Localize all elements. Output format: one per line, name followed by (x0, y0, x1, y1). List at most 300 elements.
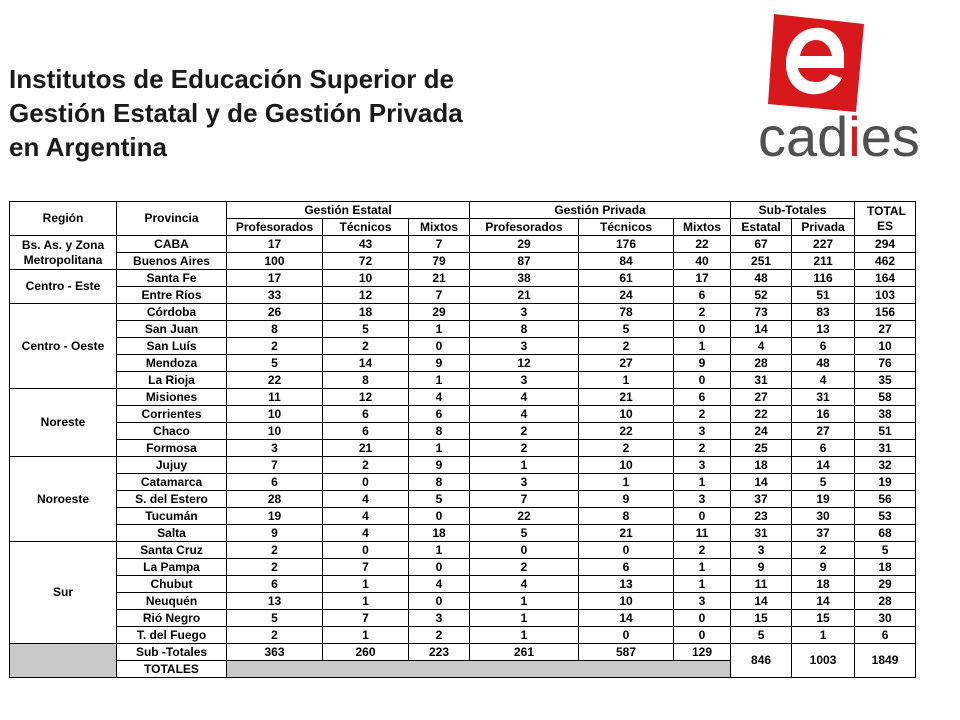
total-cell: 10 (855, 338, 916, 355)
total-cell: 294 (855, 236, 916, 253)
privada-profesorados-cell: 2 (470, 423, 579, 440)
subtotal-estatal-mixtos: 223 (409, 644, 470, 661)
table-row (10, 423, 916, 440)
estatal-tecnicos-cell: 1 (323, 627, 409, 644)
total-cell: 38 (855, 406, 916, 423)
privada-tecnicos-cell: 14 (579, 610, 674, 627)
estatal-mixtos-cell: 1 (409, 321, 470, 338)
estatal-mixtos-cell: 18 (409, 525, 470, 542)
header-privada-profesorados: Profesorados (470, 219, 579, 236)
subtotal-estatal-profesorados: 363 (227, 644, 323, 661)
province-cell: San Luís (117, 338, 227, 355)
sub-privada-cell: 19 (792, 491, 855, 508)
privada-tecnicos-cell: 10 (579, 593, 674, 610)
region-cell: Centro - Oeste (10, 304, 117, 389)
estatal-tecnicos-cell: 7 (323, 610, 409, 627)
sub-estatal-cell: 27 (731, 389, 792, 406)
estatal-mixtos-cell: 5 (409, 491, 470, 508)
sub-estatal-cell: 14 (731, 593, 792, 610)
total-cell: 51 (855, 423, 916, 440)
privada-mixtos-cell: 2 (674, 440, 731, 457)
estatal-mixtos-cell: 29 (409, 304, 470, 321)
table-row (10, 321, 916, 338)
estatal-tecnicos-cell: 5 (323, 321, 409, 338)
title-line-2: Gestión Estatal y de Gestión Privada (9, 98, 463, 128)
sub-privada-cell: 13 (792, 321, 855, 338)
privada-mixtos-cell: 3 (674, 593, 731, 610)
logo-image (756, 14, 956, 174)
privada-mixtos-cell: 0 (674, 372, 731, 389)
privada-tecnicos-cell: 22 (579, 423, 674, 440)
estatal-mixtos-cell: 8 (409, 423, 470, 440)
privada-profesorados-cell: 87 (470, 253, 579, 270)
estatal-mixtos-cell: 7 (409, 236, 470, 253)
privada-tecnicos-cell: 0 (579, 627, 674, 644)
privada-tecnicos-cell: 176 (579, 236, 674, 253)
totals-label: TOTALES (117, 661, 227, 678)
province-cell: Córdoba (117, 304, 227, 321)
table-row (10, 474, 916, 491)
sub-estatal-cell: 14 (731, 474, 792, 491)
header-estatal-profesorados: Profesorados (227, 219, 323, 236)
total-cell: 5 (855, 542, 916, 559)
estatal-profesorados-cell: 6 (227, 474, 323, 491)
privada-tecnicos-cell: 2 (579, 440, 674, 457)
logo-text: cadies (758, 105, 920, 168)
sub-estatal-cell: 31 (731, 372, 792, 389)
subtotals-row (10, 644, 916, 661)
province-cell: Chaco (117, 423, 227, 440)
estatal-tecnicos-cell: 6 (323, 423, 409, 440)
header-privada-tecnicos: Técnicos (579, 219, 674, 236)
estatal-tecnicos-cell: 43 (323, 236, 409, 253)
region-cell: Sur (10, 542, 117, 644)
table-row (10, 610, 916, 627)
total-cell: 58 (855, 389, 916, 406)
estatal-tecnicos-cell: 2 (323, 338, 409, 355)
header-province: Provincia (117, 202, 227, 236)
subtotal-privada-total: 1003 (792, 644, 855, 678)
sub-privada-cell: 14 (792, 593, 855, 610)
province-cell: Tucumán (117, 508, 227, 525)
estatal-profesorados-cell: 9 (227, 525, 323, 542)
province-cell: San Juan (117, 321, 227, 338)
sub-privada-cell: 16 (792, 406, 855, 423)
sub-estatal-cell: 4 (731, 338, 792, 355)
cadies-logo (756, 14, 956, 174)
estatal-tecnicos-cell: 8 (323, 372, 409, 389)
header-gestion-estatal: Gestión Estatal (227, 202, 470, 219)
total-cell: 164 (855, 270, 916, 287)
estatal-profesorados-cell: 2 (227, 559, 323, 576)
province-cell: La Rioja (117, 372, 227, 389)
region-cell: Noroeste (10, 457, 117, 542)
table-body (10, 236, 916, 644)
estatal-profesorados-cell: 6 (227, 576, 323, 593)
sub-estatal-cell: 251 (731, 253, 792, 270)
privada-tecnicos-cell: 6 (579, 559, 674, 576)
total-cell: 462 (855, 253, 916, 270)
sub-privada-cell: 4 (792, 372, 855, 389)
privada-mixtos-cell: 2 (674, 406, 731, 423)
privada-mixtos-cell: 0 (674, 508, 731, 525)
header-total: TOTAL ES (855, 202, 916, 236)
estatal-tecnicos-cell: 2 (323, 457, 409, 474)
estatal-mixtos-cell: 9 (409, 457, 470, 474)
table-row (10, 542, 916, 559)
privada-tecnicos-cell: 61 (579, 270, 674, 287)
sub-privada-cell: 18 (792, 576, 855, 593)
sub-privada-cell: 5 (792, 474, 855, 491)
privada-mixtos-cell: 0 (674, 610, 731, 627)
totals-gray-cell (10, 661, 117, 678)
privada-tecnicos-cell: 0 (579, 542, 674, 559)
page-title (9, 62, 609, 164)
institutes-table (9, 201, 916, 678)
sub-estatal-cell: 11 (731, 576, 792, 593)
estatal-mixtos-cell: 0 (409, 508, 470, 525)
table-row (10, 525, 916, 542)
table-row (10, 253, 916, 270)
province-cell: Corrientes (117, 406, 227, 423)
estatal-mixtos-cell: 8 (409, 474, 470, 491)
privada-tecnicos-cell: 78 (579, 304, 674, 321)
sub-estatal-cell: 3 (731, 542, 792, 559)
estatal-tecnicos-cell: 0 (323, 474, 409, 491)
estatal-profesorados-cell: 7 (227, 457, 323, 474)
sub-estatal-cell: 9 (731, 559, 792, 576)
privada-profesorados-cell: 1 (470, 593, 579, 610)
province-cell: La Pampa (117, 559, 227, 576)
privada-profesorados-cell: 0 (470, 542, 579, 559)
estatal-mixtos-cell: 1 (409, 542, 470, 559)
estatal-mixtos-cell: 79 (409, 253, 470, 270)
province-cell: Misiones (117, 389, 227, 406)
estatal-tecnicos-cell: 4 (323, 508, 409, 525)
table-row (10, 389, 916, 406)
privada-mixtos-cell: 6 (674, 389, 731, 406)
privada-mixtos-cell: 40 (674, 253, 731, 270)
privada-tecnicos-cell: 1 (579, 372, 674, 389)
header-subtotales: Sub-Totales (731, 202, 855, 219)
sub-estatal-cell: 22 (731, 406, 792, 423)
privada-profesorados-cell: 1 (470, 627, 579, 644)
table-row (10, 627, 916, 644)
estatal-mixtos-cell: 4 (409, 389, 470, 406)
sub-privada-cell: 51 (792, 287, 855, 304)
estatal-mixtos-cell: 1 (409, 440, 470, 457)
header-gestion-privada: Gestión Privada (470, 202, 731, 219)
table-row (10, 287, 916, 304)
privada-tecnicos-cell: 2 (579, 338, 674, 355)
estatal-tecnicos-cell: 1 (323, 593, 409, 610)
estatal-tecnicos-cell: 1 (323, 576, 409, 593)
privada-profesorados-cell: 4 (470, 576, 579, 593)
sub-estatal-cell: 28 (731, 355, 792, 372)
privada-profesorados-cell: 1 (470, 457, 579, 474)
privada-mixtos-cell: 0 (674, 627, 731, 644)
province-cell: Catamarca (117, 474, 227, 491)
table-row (10, 236, 916, 253)
estatal-profesorados-cell: 3 (227, 440, 323, 457)
estatal-profesorados-cell: 10 (227, 406, 323, 423)
header-sub-estatal: Estatal (731, 219, 792, 236)
sub-privada-cell: 37 (792, 525, 855, 542)
table-row (10, 270, 916, 287)
estatal-profesorados-cell: 5 (227, 355, 323, 372)
province-cell: Buenos Aires (117, 253, 227, 270)
sub-privada-cell: 27 (792, 423, 855, 440)
region-cell: Centro - Este (10, 270, 117, 304)
privada-profesorados-cell: 1 (470, 610, 579, 627)
privada-profesorados-cell: 5 (470, 525, 579, 542)
total-cell: 30 (855, 610, 916, 627)
estatal-profesorados-cell: 100 (227, 253, 323, 270)
privada-profesorados-cell: 3 (470, 338, 579, 355)
total-cell: 18 (855, 559, 916, 576)
estatal-profesorados-cell: 19 (227, 508, 323, 525)
sub-privada-cell: 2 (792, 542, 855, 559)
total-cell: 156 (855, 304, 916, 321)
estatal-mixtos-cell: 6 (409, 406, 470, 423)
total-cell: 31 (855, 440, 916, 457)
estatal-profesorados-cell: 2 (227, 627, 323, 644)
title-line-1: Institutos de Educación Superior de (9, 64, 454, 94)
privada-tecnicos-cell: 1 (579, 474, 674, 491)
sub-privada-cell: 6 (792, 338, 855, 355)
estatal-tecnicos-cell: 0 (323, 542, 409, 559)
sub-estatal-cell: 73 (731, 304, 792, 321)
estatal-tecnicos-cell: 12 (323, 389, 409, 406)
estatal-profesorados-cell: 13 (227, 593, 323, 610)
province-cell: Rió Negro (117, 610, 227, 627)
estatal-profesorados-cell: 8 (227, 321, 323, 338)
sub-estatal-cell: 31 (731, 525, 792, 542)
header-estatal-mixtos: Mixtos (409, 219, 470, 236)
province-cell: Neuquén (117, 593, 227, 610)
estatal-profesorados-cell: 2 (227, 542, 323, 559)
privada-tecnicos-cell: 24 (579, 287, 674, 304)
estatal-tecnicos-cell: 6 (323, 406, 409, 423)
estatal-profesorados-cell: 10 (227, 423, 323, 440)
region-cell: Bs. As. y Zona Metropolitana (10, 236, 117, 270)
estatal-tecnicos-cell: 72 (323, 253, 409, 270)
privada-mixtos-cell: 1 (674, 474, 731, 491)
sub-estatal-cell: 18 (731, 457, 792, 474)
header-privada-mixtos: Mixtos (674, 219, 731, 236)
total-cell: 6 (855, 627, 916, 644)
table-row (10, 338, 916, 355)
estatal-tecnicos-cell: 14 (323, 355, 409, 372)
sub-privada-cell: 211 (792, 253, 855, 270)
sub-privada-cell: 6 (792, 440, 855, 457)
table-row (10, 406, 916, 423)
total-cell: 29 (855, 576, 916, 593)
total-cell: 68 (855, 525, 916, 542)
sub-estatal-cell: 24 (731, 423, 792, 440)
sub-estatal-cell: 67 (731, 236, 792, 253)
estatal-profesorados-cell: 17 (227, 236, 323, 253)
estatal-tecnicos-cell: 4 (323, 491, 409, 508)
privada-tecnicos-cell: 5 (579, 321, 674, 338)
total-cell: 27 (855, 321, 916, 338)
province-cell: Formosa (117, 440, 227, 457)
estatal-mixtos-cell: 0 (409, 338, 470, 355)
estatal-tecnicos-cell: 4 (323, 525, 409, 542)
privada-mixtos-cell: 3 (674, 457, 731, 474)
privada-tecnicos-cell: 84 (579, 253, 674, 270)
estatal-mixtos-cell: 21 (409, 270, 470, 287)
privada-profesorados-cell: 3 (470, 304, 579, 321)
estatal-tecnicos-cell: 18 (323, 304, 409, 321)
estatal-tecnicos-cell: 21 (323, 440, 409, 457)
privada-mixtos-cell: 11 (674, 525, 731, 542)
sub-estatal-cell: 37 (731, 491, 792, 508)
title-line-3: en Argentina (9, 132, 167, 162)
estatal-mixtos-cell: 0 (409, 593, 470, 610)
sub-estatal-cell: 23 (731, 508, 792, 525)
region-cell: Noreste (10, 389, 117, 457)
sub-privada-cell: 9 (792, 559, 855, 576)
grand-total: 1849 (855, 644, 916, 678)
table-row (10, 576, 916, 593)
privada-profesorados-cell: 4 (470, 406, 579, 423)
header-region: Región (10, 202, 117, 236)
privada-profesorados-cell: 2 (470, 440, 579, 457)
table-row (10, 491, 916, 508)
estatal-mixtos-cell: 0 (409, 559, 470, 576)
table-row (10, 508, 916, 525)
privada-tecnicos-cell: 13 (579, 576, 674, 593)
sub-estatal-cell: 52 (731, 287, 792, 304)
estatal-profesorados-cell: 28 (227, 491, 323, 508)
total-cell: 56 (855, 491, 916, 508)
privada-mixtos-cell: 1 (674, 576, 731, 593)
sub-privada-cell: 14 (792, 457, 855, 474)
province-cell: S. del Estero (117, 491, 227, 508)
privada-mixtos-cell: 0 (674, 321, 731, 338)
privada-profesorados-cell: 7 (470, 491, 579, 508)
estatal-tecnicos-cell: 12 (323, 287, 409, 304)
sub-privada-cell: 116 (792, 270, 855, 287)
estatal-mixtos-cell: 2 (409, 627, 470, 644)
privada-profesorados-cell: 3 (470, 372, 579, 389)
subtotals-gray-cell (10, 644, 117, 661)
total-cell: 19 (855, 474, 916, 491)
privada-mixtos-cell: 3 (674, 423, 731, 440)
privada-profesorados-cell: 4 (470, 389, 579, 406)
subtotal-privada-mixtos: 129 (674, 644, 731, 661)
estatal-tecnicos-cell: 10 (323, 270, 409, 287)
total-cell: 53 (855, 508, 916, 525)
privada-mixtos-cell: 17 (674, 270, 731, 287)
privada-profesorados-cell: 8 (470, 321, 579, 338)
subtotal-privada-tecnicos: 587 (579, 644, 674, 661)
estatal-mixtos-cell: 4 (409, 576, 470, 593)
privada-tecnicos-cell: 21 (579, 389, 674, 406)
estatal-tecnicos-cell: 7 (323, 559, 409, 576)
estatal-profesorados-cell: 22 (227, 372, 323, 389)
privada-profesorados-cell: 2 (470, 559, 579, 576)
total-cell: 35 (855, 372, 916, 389)
sub-privada-cell: 31 (792, 389, 855, 406)
privada-profesorados-cell: 3 (470, 474, 579, 491)
sub-privada-cell: 227 (792, 236, 855, 253)
privada-tecnicos-cell: 9 (579, 491, 674, 508)
estatal-profesorados-cell: 5 (227, 610, 323, 627)
province-cell: Salta (117, 525, 227, 542)
province-cell: Entre Ríos (117, 287, 227, 304)
total-cell: 103 (855, 287, 916, 304)
estatal-mixtos-cell: 9 (409, 355, 470, 372)
province-cell: Chubut (117, 576, 227, 593)
privada-tecnicos-cell: 27 (579, 355, 674, 372)
privada-profesorados-cell: 22 (470, 508, 579, 525)
estatal-profesorados-cell: 26 (227, 304, 323, 321)
table-row (10, 440, 916, 457)
privada-tecnicos-cell: 8 (579, 508, 674, 525)
province-cell: Santa Fe (117, 270, 227, 287)
province-cell: Mendoza (117, 355, 227, 372)
estatal-profesorados-cell: 17 (227, 270, 323, 287)
subtotal-privada-profesorados: 261 (470, 644, 579, 661)
privada-tecnicos-cell: 10 (579, 457, 674, 474)
table-row (10, 593, 916, 610)
privada-profesorados-cell: 38 (470, 270, 579, 287)
subtotal-estatal-total: 846 (731, 644, 792, 678)
table-row (10, 559, 916, 576)
privada-mixtos-cell: 2 (674, 304, 731, 321)
header-estatal-tecnicos: Técnicos (323, 219, 409, 236)
privada-profesorados-cell: 21 (470, 287, 579, 304)
sub-privada-cell: 15 (792, 610, 855, 627)
sub-estatal-cell: 25 (731, 440, 792, 457)
estatal-mixtos-cell: 1 (409, 372, 470, 389)
privada-profesorados-cell: 29 (470, 236, 579, 253)
total-cell: 28 (855, 593, 916, 610)
privada-mixtos-cell: 22 (674, 236, 731, 253)
province-cell: Santa Cruz (117, 542, 227, 559)
province-cell: Jujuy (117, 457, 227, 474)
sub-privada-cell: 83 (792, 304, 855, 321)
totals-gray-span (227, 661, 731, 678)
subtotal-estatal-tecnicos: 260 (323, 644, 409, 661)
header-sub-privada: Privada (792, 219, 855, 236)
sub-estatal-cell: 14 (731, 321, 792, 338)
table-row (10, 372, 916, 389)
estatal-profesorados-cell: 2 (227, 338, 323, 355)
sub-estatal-cell: 15 (731, 610, 792, 627)
province-cell: CABA (117, 236, 227, 253)
privada-mixtos-cell: 2 (674, 542, 731, 559)
privada-profesorados-cell: 12 (470, 355, 579, 372)
sub-estatal-cell: 48 (731, 270, 792, 287)
total-cell: 76 (855, 355, 916, 372)
privada-mixtos-cell: 1 (674, 338, 731, 355)
total-cell: 32 (855, 457, 916, 474)
privada-mixtos-cell: 1 (674, 559, 731, 576)
estatal-profesorados-cell: 11 (227, 389, 323, 406)
table-row (10, 355, 916, 372)
privada-tecnicos-cell: 10 (579, 406, 674, 423)
privada-mixtos-cell: 3 (674, 491, 731, 508)
estatal-mixtos-cell: 3 (409, 610, 470, 627)
sub-privada-cell: 30 (792, 508, 855, 525)
privada-tecnicos-cell: 21 (579, 525, 674, 542)
sub-privada-cell: 48 (792, 355, 855, 372)
estatal-mixtos-cell: 7 (409, 287, 470, 304)
province-cell: T. del Fuego (117, 627, 227, 644)
